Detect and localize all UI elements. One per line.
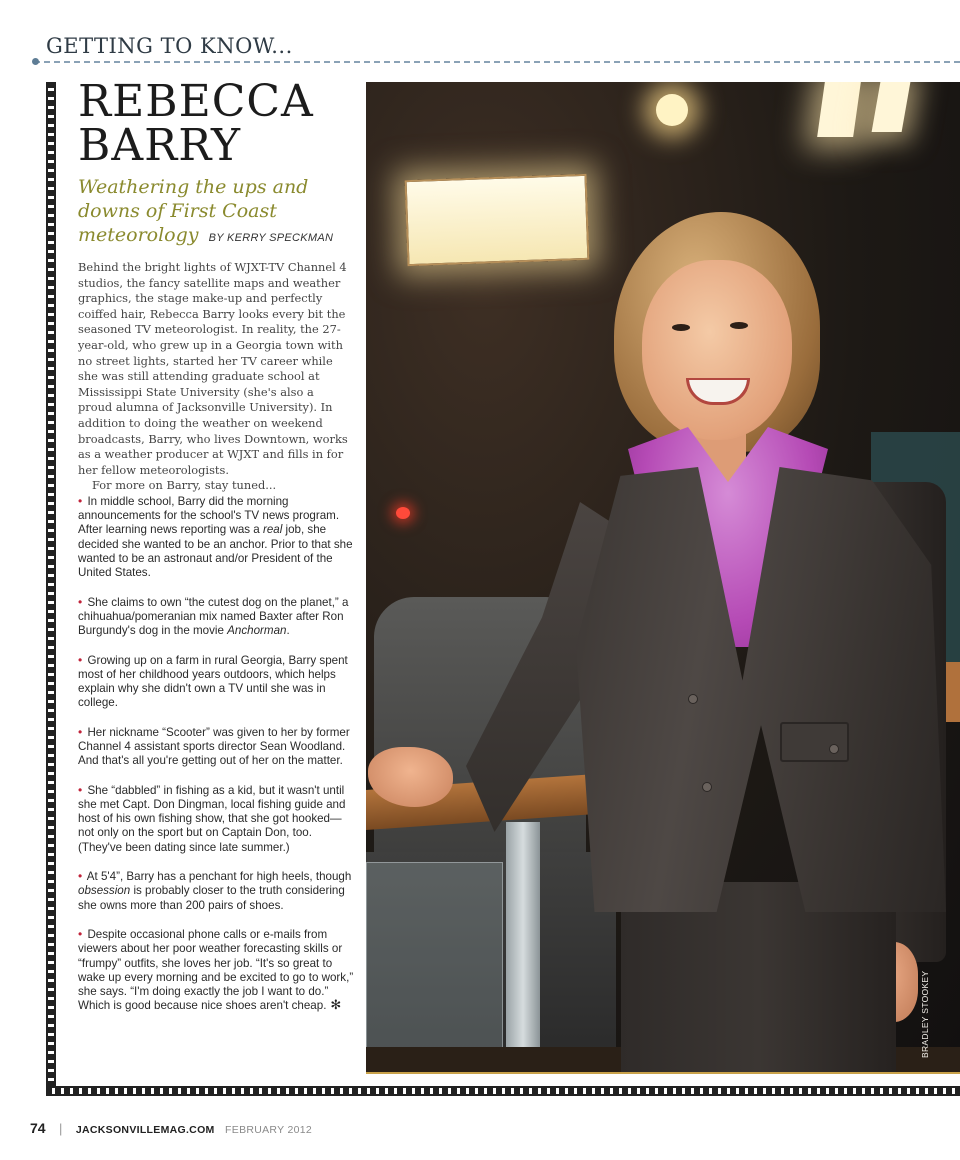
bottom-border-strip xyxy=(46,1086,960,1096)
list-item: • She “dabbled” in fishing as a kid, but it wasn't until she met Capt. Don Dingman, local fishing guide and host of his own fishing show, that she got hooked—not only on the sport but on Captain Don, too. (They've been dating since late summer.) xyxy=(78,782,346,854)
byline: BY KERRY SPECKMAN xyxy=(208,232,334,244)
ceiling-spotlight xyxy=(872,82,911,132)
bullet-icon: • xyxy=(78,594,83,609)
face xyxy=(642,260,792,440)
section-heading: GETTING TO KNOW... xyxy=(46,34,293,58)
studio-light-panel xyxy=(405,174,590,266)
desk-leg xyxy=(506,822,540,1072)
title-line-last-name: BARRY xyxy=(78,120,242,171)
list-item: • In middle school, Barry did the morning announcements for the school's TV news program. After learning news reporting was a real job, she decided she wanted to be an anchor. Prior to that she wanted to be an astronaut and/or President of the United States. xyxy=(78,494,353,580)
list-item: • She claims to own “the cutest dog on the planet,” a chihuahua/pomeranian mix named Baxter after Ron Burgundy's dog in the movie Anchorman. xyxy=(78,594,349,638)
list-item: • Growing up on a farm in rural Georgia, Barry spent most of her childhood years outdoors, which helps explain why she didn't own a TV until she was in college. xyxy=(78,652,348,710)
list-item: • Her nickname “Scooter” was given to her by former Channel 4 assistant sports director Sean Woodland. And that's all you're getting out of her on the matter. xyxy=(78,724,350,768)
ceiling-spotlight xyxy=(656,94,688,126)
jacket-button xyxy=(688,694,698,704)
jacket-button xyxy=(829,744,839,754)
article-title xyxy=(78,76,358,171)
jacket-pocket xyxy=(780,722,849,762)
portrait-photo xyxy=(366,82,960,1072)
list-item: • Despite occasional phone calls or e-mails from viewers about her poor weather forecasting skills or “frumpy” outfits, she loves her job. “It's so great to wake up every morning and be excited to go to work,” she says. “I'm doing exactly the job I want to do.” Which is good because nice shoes aren't cheap. ✻ xyxy=(78,927,354,1014)
end-mark-icon: ✻ xyxy=(330,998,342,1014)
rule-dot xyxy=(32,58,39,65)
left-border-strip xyxy=(46,82,56,1096)
bullet-icon: • xyxy=(78,724,83,739)
glass-desk-panel xyxy=(366,862,503,1072)
bullet-icon: • xyxy=(78,927,83,942)
footer-separator: | xyxy=(59,1121,63,1136)
footer-issue-date: FEBRUARY 2012 xyxy=(225,1124,313,1136)
bullet-icon: • xyxy=(78,782,83,797)
photo-bottom-edge xyxy=(366,1072,960,1074)
facts-list xyxy=(78,494,354,1028)
eye xyxy=(730,322,748,329)
intro-paragraph xyxy=(78,260,350,494)
bullet-icon: • xyxy=(78,652,83,667)
deck-text: Weathering the ups and downs of First Coast meteorology xyxy=(78,176,309,246)
jacket-button xyxy=(702,782,712,792)
eye xyxy=(672,324,690,331)
bullet-icon: • xyxy=(78,494,83,508)
page-number: 74 xyxy=(30,1120,46,1136)
red-indicator-light xyxy=(396,507,410,519)
article-deck xyxy=(78,175,338,250)
photo-credit: BRADLEY STOOKEY xyxy=(920,970,930,1058)
intro-text: Behind the bright lights of WJXT-TV Channel 4 studios, the fancy satellite maps and weather graphics, the stage make-up and perfectly coiffed hair, Rebecca Barry looks every bit the seasoned TV meteorologist. In reality, the 27-year-old, who grew up in a Georgia town with no street lights, started her TV career while she was still attending graduate school at Mississippi State University (she's also a proud alumna of Jacksonville University). In addition to doing the weather on weekend broadcasts, Barry, who lives Downtown, works as a weather producer at WJXT and fills in for her fellow meteorologists. xyxy=(78,260,348,477)
bullet-icon: • xyxy=(78,869,83,884)
title-line-first-name: REBECCA xyxy=(78,76,314,127)
list-item: • At 5'4”, Barry has a penchant for high heels, though obsession is probably closer to the truth considering she owns more than 200 pairs of shoes. xyxy=(78,869,352,912)
ceiling-spotlight xyxy=(817,82,861,137)
footer-site: JACKSONVILLEMAG.COM xyxy=(75,1124,215,1136)
dashed-rule xyxy=(34,61,960,63)
intro-more: For more on Barry, stay tuned... xyxy=(92,478,277,493)
page-footer xyxy=(30,1120,312,1138)
